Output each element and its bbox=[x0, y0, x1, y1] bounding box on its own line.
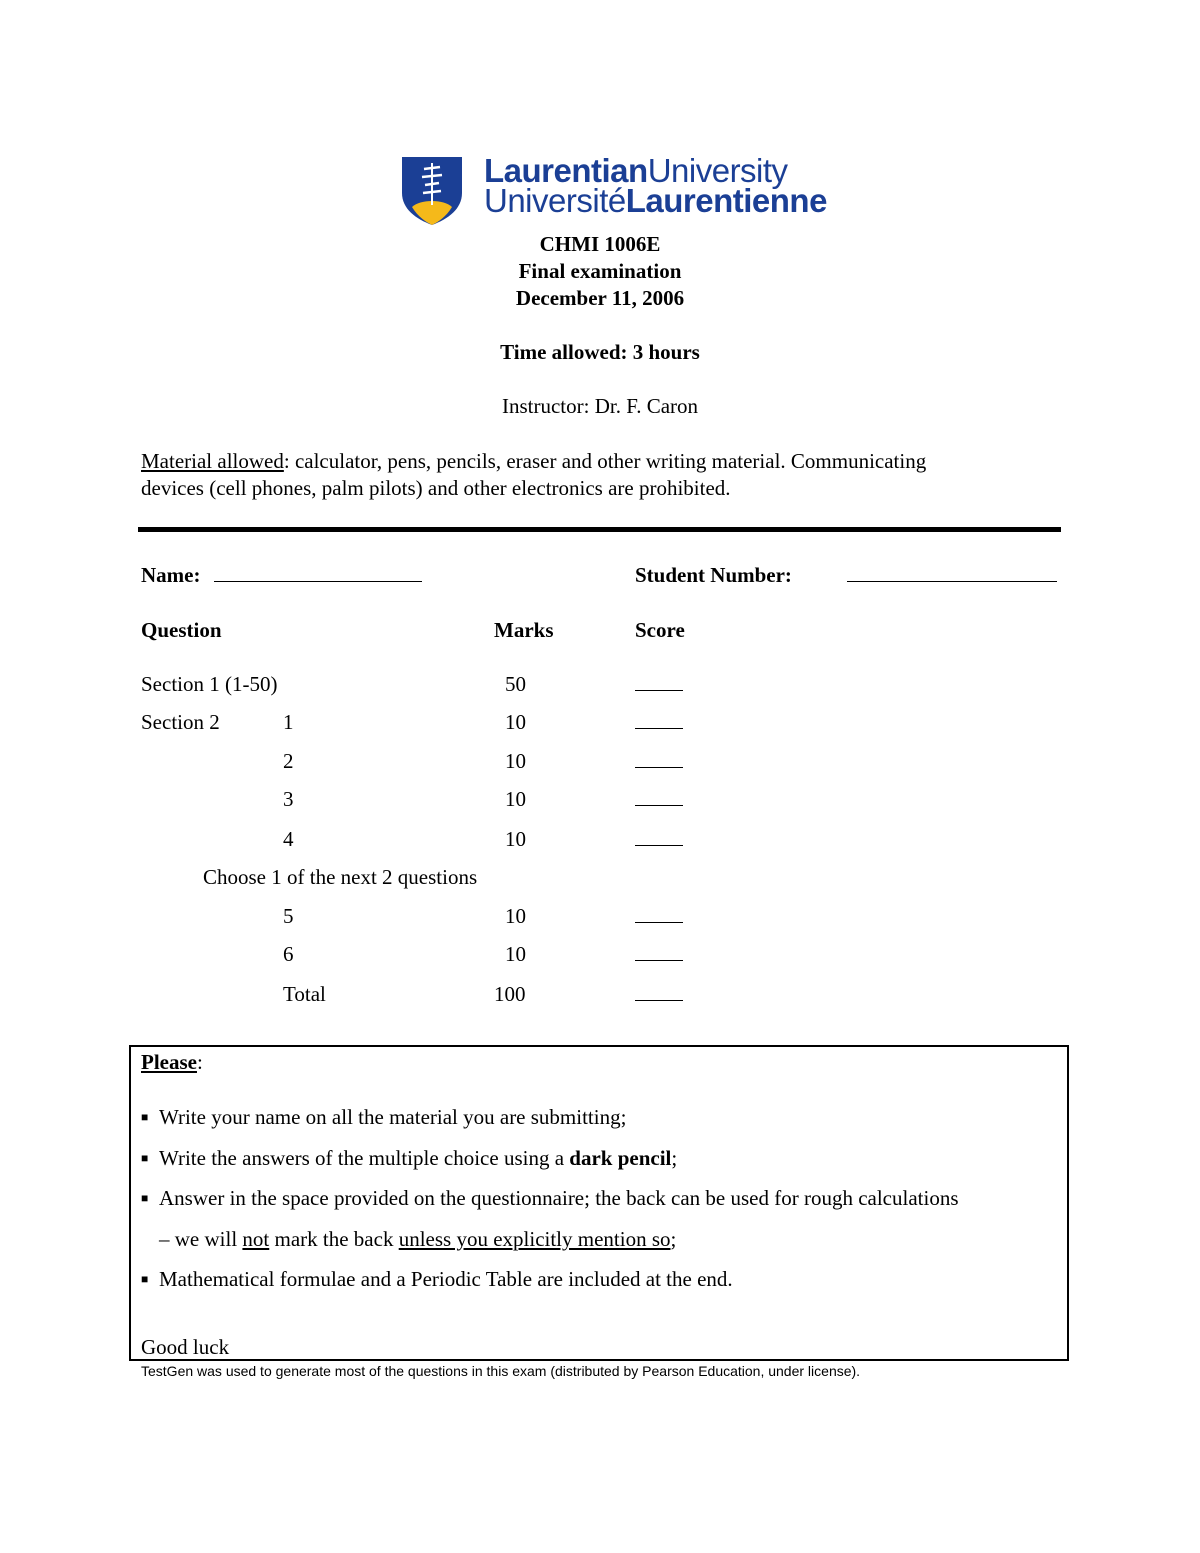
total-score-blank[interactable] bbox=[635, 982, 683, 1007]
section1-label: Section 1 (1-50) bbox=[141, 672, 278, 696]
section1-marks: 50 bbox=[505, 672, 526, 696]
instruction-1-text: Write your name on all the material you are submitting; bbox=[159, 1105, 627, 1129]
student-number-label: Student Number: bbox=[635, 563, 792, 587]
instruction-3c-post: ; bbox=[670, 1227, 677, 1251]
time-allowed: Time allowed: 3 hours bbox=[500, 340, 700, 364]
q2-marks: 10 bbox=[505, 749, 526, 773]
instruction-2 bbox=[141, 1146, 677, 1171]
q6-marks: 10 bbox=[505, 942, 526, 966]
instruction-3 bbox=[141, 1186, 959, 1211]
good-luck: Good luck bbox=[141, 1335, 230, 1359]
q4-marks: 10 bbox=[505, 827, 526, 851]
logo-line1-light: University bbox=[647, 152, 788, 189]
q3-number: 3 bbox=[283, 787, 294, 811]
instructor: Instructor: Dr. F. Caron bbox=[501, 394, 699, 418]
q4-number: 4 bbox=[283, 827, 294, 851]
bullet-icon: ■ bbox=[141, 1191, 149, 1205]
material-text-1: : calculator, pens, pencils, eraser and other writing material. Communicating bbox=[283, 449, 927, 473]
please-colon: : bbox=[196, 1050, 203, 1074]
q2-score-blank[interactable] bbox=[635, 749, 683, 774]
section1-score-blank[interactable] bbox=[635, 672, 683, 697]
logo-wordmark-french bbox=[484, 182, 827, 220]
instruction-3c-unless: unless you explicitly mention so bbox=[398, 1227, 671, 1251]
logo-line1-bold: Laurentian bbox=[484, 152, 648, 189]
logo-line2-light: Université bbox=[484, 182, 626, 219]
material-allowed-line1 bbox=[141, 449, 926, 474]
instruction-2-pre: Write the answers of the multiple choice using a bbox=[159, 1146, 570, 1170]
q3-marks: 10 bbox=[505, 787, 526, 811]
logo-line2-bold: Laurentienne bbox=[625, 182, 827, 219]
divider bbox=[138, 527, 1061, 532]
please-title: Please bbox=[141, 1050, 197, 1074]
header-marks: Marks bbox=[494, 618, 554, 642]
instruction-3c-pre: – we will bbox=[159, 1227, 243, 1251]
instruction-2-bold: dark pencil bbox=[569, 1146, 672, 1170]
footer-note: TestGen was used to generate most of the questions in this exam (distributed by Pearson Education, under license). bbox=[141, 1363, 861, 1379]
q1-score-blank[interactable] bbox=[635, 710, 683, 735]
course-code: CHMI 1006E bbox=[539, 232, 661, 256]
q2-number: 2 bbox=[283, 749, 294, 773]
material-text-2: devices (cell phones, palm pilots) and other electronics are prohibited. bbox=[141, 476, 731, 500]
q6-score-blank[interactable] bbox=[635, 942, 683, 967]
total-label: Total bbox=[283, 982, 326, 1006]
bullet-icon: ■ bbox=[141, 1110, 149, 1124]
q6-number: 6 bbox=[283, 942, 294, 966]
instruction-3-text: Answer in the space provided on the questionnaire; the back can be used for rough calculations bbox=[159, 1186, 959, 1210]
bullet-icon: ■ bbox=[141, 1151, 149, 1165]
instruction-2-post: ; bbox=[671, 1146, 678, 1170]
exam-date: December 11, 2006 bbox=[515, 286, 685, 310]
q5-number: 5 bbox=[283, 904, 294, 928]
name-field[interactable] bbox=[214, 563, 422, 588]
header-question: Question bbox=[141, 618, 222, 642]
instruction-1 bbox=[141, 1105, 626, 1130]
section2-label: Section 2 bbox=[141, 710, 220, 734]
student-number-field[interactable] bbox=[847, 563, 1057, 588]
tree-shield-icon bbox=[400, 155, 464, 227]
instruction-3c-not: not bbox=[242, 1227, 270, 1251]
q1-marks: 10 bbox=[505, 710, 526, 734]
header-score: Score bbox=[635, 618, 685, 642]
q4-score-blank[interactable] bbox=[635, 827, 683, 852]
choose-note: Choose 1 of the next 2 questions bbox=[203, 865, 478, 889]
total-marks: 100 bbox=[494, 982, 526, 1006]
exam-title: Final examination bbox=[518, 259, 682, 283]
please-title-line bbox=[141, 1050, 203, 1075]
q3-score-blank[interactable] bbox=[635, 787, 683, 812]
q5-score-blank[interactable] bbox=[635, 904, 683, 929]
q1-number: 1 bbox=[283, 710, 294, 734]
name-label: Name: bbox=[141, 563, 201, 587]
instruction-4-text: Mathematical formulae and a Periodic Table are included at the end. bbox=[159, 1267, 733, 1291]
instruction-3-continued bbox=[159, 1227, 676, 1252]
instruction-4 bbox=[141, 1267, 733, 1292]
bullet-icon: ■ bbox=[141, 1272, 149, 1286]
instruction-3c-mid: mark the back bbox=[269, 1227, 399, 1251]
q5-marks: 10 bbox=[505, 904, 526, 928]
material-label: Material allowed bbox=[141, 449, 284, 473]
